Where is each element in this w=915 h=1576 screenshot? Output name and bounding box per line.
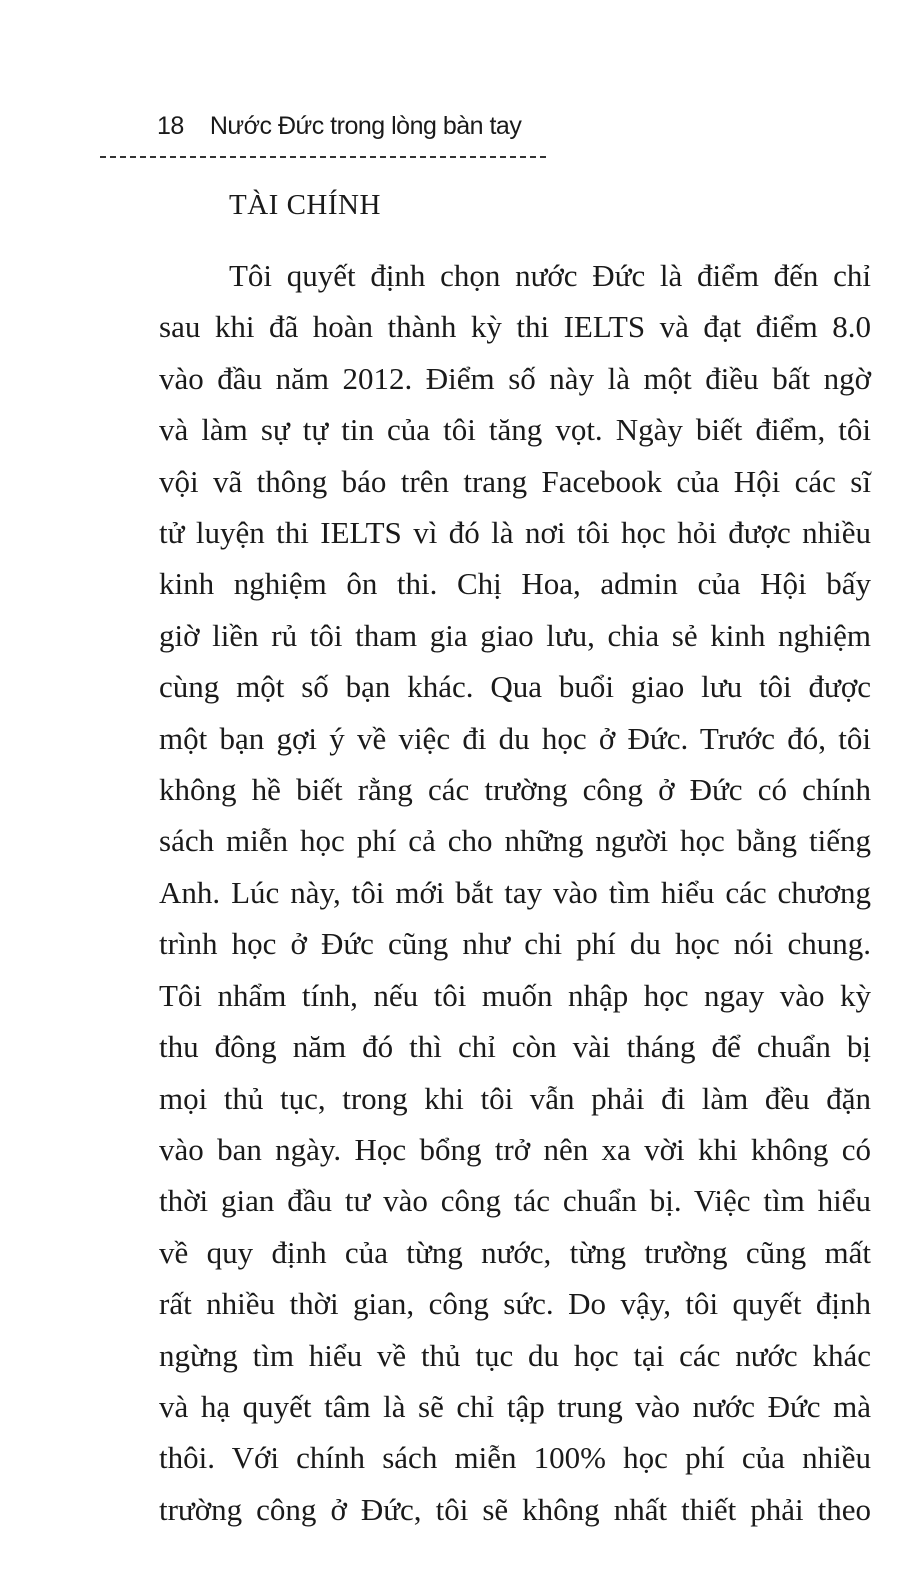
paragraph-line: vội vã thông báo trên trang Facebook của Hội các sĩ [159,463,871,499]
paragraph-line: sách miễn học phí cả cho những người học bằng tiếng [159,823,871,859]
running-title: Nước Đức trong lòng bàn tay [209,112,522,140]
paragraph-line: về quy định của từng nước, từng trường cũng mất [159,1234,871,1270]
paragraph-line: trình học ở Đức cũng như chi phí du học nói chung. [159,926,871,962]
paragraph-line: sau khi đã hoàn thành kỳ thi IELTS và đạt điểm 8.0 [159,309,871,345]
paragraph-line: Anh. Lúc này, tôi mới bắt tay vào tìm hiểu các chương [159,874,871,910]
paragraph-line: thời gian đầu tư vào công tác chuẩn bị. Việc tìm hiểu [159,1183,871,1219]
paragraph-line: và hạ quyết tâm là sẽ chỉ tập trung vào nước Đức mà [159,1388,871,1424]
paragraph-line: mọi thủ tục, trong khi tôi vẫn phải đi làm đều đặn [159,1080,871,1116]
paragraph-line: trường công ở Đức, tôi sẽ không nhất thiết phải theo [159,1491,871,1527]
header-divider [100,156,546,158]
paragraph-line: giờ liền rủ tôi tham gia giao lưu, chia sẻ kinh nghiệm [159,617,871,653]
paragraph-line: và làm sự tự tin của tôi tăng vọt. Ngày biết điểm, tôi [159,412,871,448]
paragraph-line: kinh nghiệm ôn thi. Chị Hoa, admin của Hội bấy [159,566,871,602]
paragraph-line: rất nhiều thời gian, công sức. Do vậy, tôi quyết định [159,1286,871,1322]
paragraph-line: cùng một số bạn khác. Qua buổi giao lưu tôi được [159,669,871,705]
paragraph-line: thôi. Với chính sách miễn 100% học phí của nhiều [159,1440,871,1476]
paragraph-line: Tôi nhẩm tính, nếu tôi muốn nhập học ngay vào kỳ [159,977,871,1013]
body-paragraph [159,250,871,1535]
paragraph-line: thu đông năm đó thì chỉ còn vài tháng để chuẩn bị [159,1029,871,1065]
paragraph-line: một bạn gợi ý về việc đi du học ở Đức. Trước đó, tôi [159,720,871,756]
running-header [157,112,521,152]
paragraph-line: vào ban ngày. Học bổng trở nên xa vời khi không có [159,1131,871,1167]
paragraph-line: ngừng tìm hiểu về thủ tục du học tại các nước khác [159,1337,871,1373]
section-heading: TÀI CHÍNH [229,189,381,221]
paragraph-line: vào đầu năm 2012. Điểm số này là một điều bất ngờ [159,360,871,396]
paragraph-line: Tôi quyết định chọn nước Đức là điểm đến chỉ [229,258,871,293]
paragraph-line: tử luyện thi IELTS vì đó là nơi tôi học hỏi được nhiều [159,515,871,551]
page-number: 18 [157,112,184,140]
paragraph-line: không hề biết rằng các trường công ở Đức có chính [159,772,871,808]
